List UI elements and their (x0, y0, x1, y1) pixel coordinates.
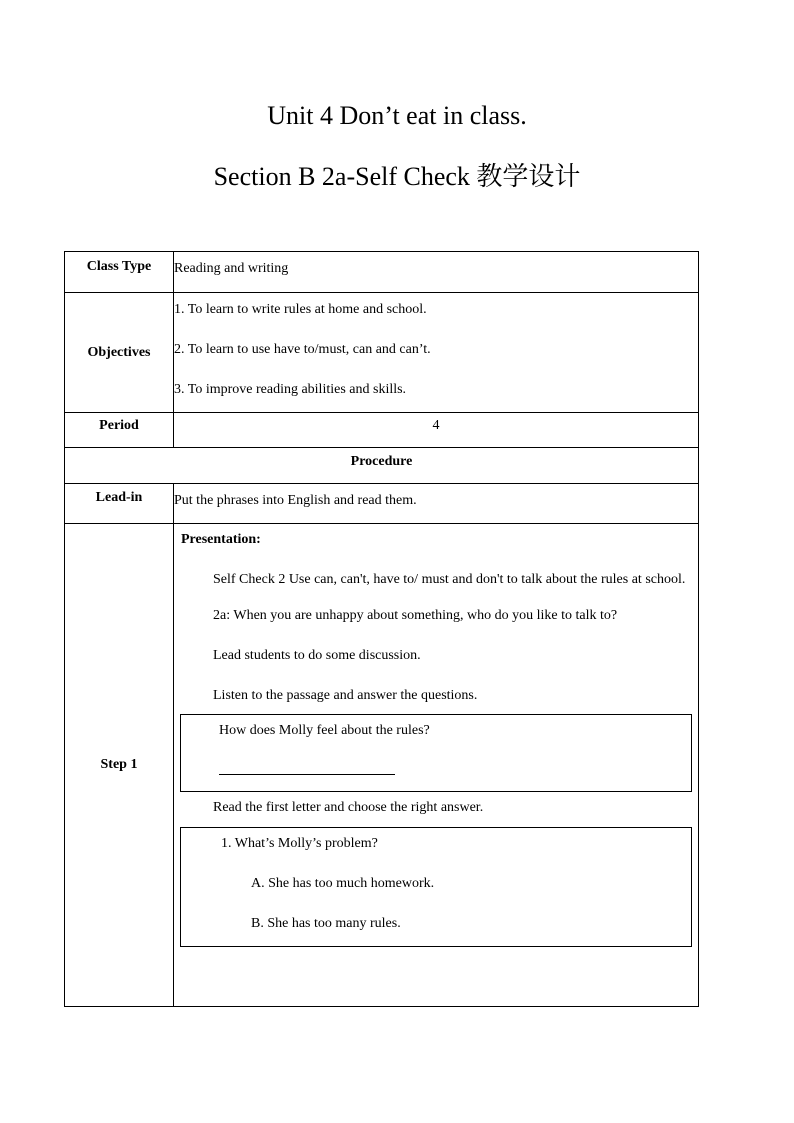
document-title: Unit 4 Don’t eat in class. (267, 101, 527, 130)
option-b: B. She has too many rules. (251, 916, 401, 931)
objectives-row (65, 293, 699, 413)
period-value: 4 (174, 413, 699, 448)
period-label: Period (65, 413, 174, 448)
procedure-row (65, 448, 699, 484)
period-row (65, 413, 699, 448)
listen-text: Listen to the passage and answer the questions. (213, 688, 478, 703)
objective-item: 2. To learn to use have to/must, can and can’t. (174, 342, 431, 357)
problem-question: 1. What’s Molly’s problem? (221, 836, 378, 851)
lead-in-row (65, 484, 699, 524)
line-2a: 2a: When you are unhappy about something, who do you like to talk to? (213, 608, 618, 623)
lead-in-label: Lead-in (65, 484, 174, 524)
option-a: A. She has too much homework. (251, 876, 435, 891)
choice-box (180, 827, 692, 947)
molly-feel-question: How does Molly feel about the rules? (219, 723, 430, 738)
presentation-heading: Presentation: (181, 532, 261, 547)
class-type-label: Class Type (65, 252, 174, 293)
lesson-plan-table (64, 251, 699, 1007)
self-check-text: Self Check 2 Use can, can't, have to/ must and don't to talk about the rules at school. (213, 572, 686, 587)
question-box (180, 714, 692, 792)
class-type-value: Reading and writing (174, 252, 699, 293)
step1-content (174, 524, 699, 1007)
discussion-text: Lead students to do some discussion. (213, 648, 421, 663)
document-subtitle: Section B 2a-Self Check 教学设计 (213, 162, 581, 191)
objectives-list (174, 293, 699, 413)
objectives-label: Objectives (65, 293, 174, 413)
step1-row (65, 524, 699, 1007)
answer-blank[interactable] (219, 760, 395, 775)
objective-item: 1. To learn to write rules at home and school. (174, 302, 427, 317)
lead-in-value: Put the phrases into English and read them. (174, 484, 699, 524)
step1-label: Step 1 (65, 524, 174, 1007)
class-type-row (65, 252, 699, 293)
procedure-heading: Procedure (65, 448, 699, 484)
read-first-letter-text: Read the first letter and choose the right answer. (213, 800, 484, 815)
objective-item: 3. To improve reading abilities and skills. (174, 382, 407, 397)
